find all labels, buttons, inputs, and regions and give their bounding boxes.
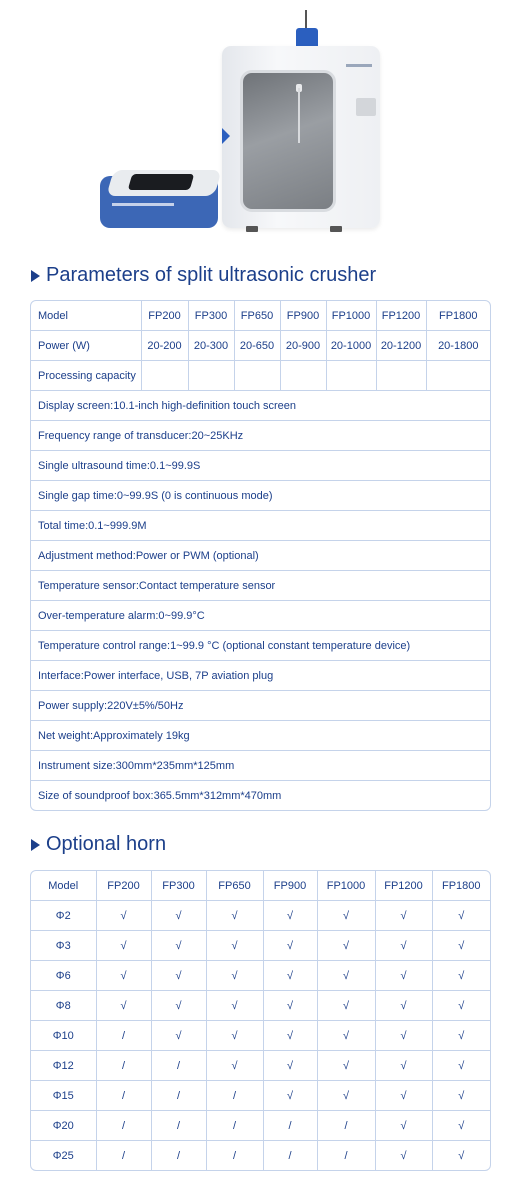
header-cell: FP300	[151, 871, 206, 901]
availability-cell: √	[375, 1111, 432, 1141]
spec-text: Interface:Power interface, USB, 7P aviation plug	[31, 661, 490, 691]
availability-cell: √	[206, 931, 263, 961]
availability-cell: /	[96, 1141, 151, 1171]
probe-cable	[305, 10, 307, 30]
section-title: Parameters of split ultrasonic crusher	[46, 264, 377, 286]
spec-text: Net weight:Approximately 19kg	[31, 721, 490, 751]
availability-cell: √	[96, 991, 151, 1021]
table-cell: 20-300	[188, 331, 234, 361]
table-row	[31, 1081, 490, 1111]
table-row-spec	[31, 541, 490, 571]
header-cell: FP200	[96, 871, 151, 901]
table-row	[31, 1021, 490, 1051]
availability-cell: √	[375, 1141, 432, 1171]
availability-cell: /	[151, 1141, 206, 1171]
spec-text: Size of soundproof box:365.5mm*312mm*470mm	[31, 781, 490, 811]
table-cell	[234, 361, 280, 391]
section-heading-optional-horn	[31, 833, 166, 856]
spec-text: Adjustment method:Power or PWM (optional)	[31, 541, 490, 571]
availability-cell: √	[432, 1111, 490, 1141]
spec-text: Temperature sensor:Contact temperature sensor	[31, 571, 490, 601]
spec-text: Temperature control range:1~99.9 °C (optional constant temperature device)	[31, 631, 490, 661]
table-row-spec	[31, 391, 490, 421]
table-cell: 20-1800	[426, 331, 490, 361]
availability-cell: /	[96, 1051, 151, 1081]
spec-text: Over-temperature alarm:0~99.9°C	[31, 601, 490, 631]
table-cell: 20-1200	[376, 331, 426, 361]
availability-cell: √	[432, 1051, 490, 1081]
horn-size-cell: Φ6	[31, 961, 96, 991]
table-cell: 20-200	[141, 331, 188, 361]
table-row-capacity	[31, 361, 490, 391]
availability-cell: √	[151, 961, 206, 991]
table-row-spec	[31, 781, 490, 811]
table-cell: FP900	[280, 301, 326, 331]
availability-cell: √	[375, 931, 432, 961]
availability-cell: /	[96, 1111, 151, 1141]
horn-size-cell: Φ3	[31, 931, 96, 961]
spec-text: Single gap time:0~99.9S (0 is continuous mode)	[31, 481, 490, 511]
section-title: Optional horn	[46, 833, 167, 855]
availability-cell: √	[96, 901, 151, 931]
table-cell	[141, 361, 188, 391]
availability-cell: √	[432, 991, 490, 1021]
availability-cell: √	[317, 931, 375, 961]
availability-cell: √	[206, 901, 263, 931]
availability-cell: √	[263, 1081, 317, 1111]
table-cell	[188, 361, 234, 391]
table-row	[31, 931, 490, 961]
spec-text: Single ultrasound time:0.1~99.9S	[31, 451, 490, 481]
spec-text: Instrument size:300mm*235mm*125mm	[31, 751, 490, 781]
table-cell: FP300	[188, 301, 234, 331]
soundproof-box-window	[240, 70, 336, 212]
availability-cell: √	[206, 1051, 263, 1081]
table-row	[31, 1111, 490, 1141]
table-cell	[326, 361, 376, 391]
availability-cell: √	[263, 991, 317, 1021]
horn-size-cell: Φ8	[31, 991, 96, 1021]
table-header-row	[31, 871, 490, 901]
spec-text: Power supply:220V±5%/50Hz	[31, 691, 490, 721]
table-cell	[280, 361, 326, 391]
row-label: Processing capacity	[31, 361, 141, 391]
availability-cell: /	[96, 1021, 151, 1051]
availability-cell: /	[263, 1141, 317, 1171]
availability-cell: √	[151, 991, 206, 1021]
box-arrow-mark	[222, 128, 230, 144]
availability-cell: √	[263, 931, 317, 961]
availability-cell: /	[96, 1081, 151, 1111]
table-row-model	[31, 301, 490, 331]
availability-cell: /	[206, 1111, 263, 1141]
availability-cell: √	[432, 931, 490, 961]
availability-cell: √	[263, 1051, 317, 1081]
availability-cell: √	[432, 1081, 490, 1111]
probe-horn	[298, 88, 300, 143]
availability-cell: √	[375, 901, 432, 931]
table-row	[31, 991, 490, 1021]
availability-cell: √	[375, 1081, 432, 1111]
table-row-spec	[31, 511, 490, 541]
table-row-spec	[31, 601, 490, 631]
horn-size-cell: Φ20	[31, 1111, 96, 1141]
section-heading-parameters	[31, 264, 376, 287]
availability-cell: √	[432, 901, 490, 931]
header-cell: FP1000	[317, 871, 375, 901]
box-foot	[330, 226, 342, 232]
table-row	[31, 1051, 490, 1081]
availability-cell: /	[317, 1111, 375, 1141]
header-cell: FP900	[263, 871, 317, 901]
availability-cell: /	[206, 1081, 263, 1111]
box-logo	[346, 64, 372, 67]
availability-cell: √	[432, 1141, 490, 1171]
availability-cell: √	[206, 1021, 263, 1051]
table-cell: FP1200	[376, 301, 426, 331]
table-cell: FP650	[234, 301, 280, 331]
triangle-bullet-icon	[31, 270, 40, 282]
availability-cell: √	[432, 1021, 490, 1051]
table-row	[31, 961, 490, 991]
table-row-spec	[31, 571, 490, 601]
table-row	[31, 1141, 490, 1171]
table-cell: FP1000	[326, 301, 376, 331]
availability-cell: √	[317, 1021, 375, 1051]
table-row-spec	[31, 691, 490, 721]
header-cell: Model	[31, 871, 96, 901]
availability-cell: √	[151, 1021, 206, 1051]
table-cell: 20-900	[280, 331, 326, 361]
table-cell	[426, 361, 490, 391]
availability-cell: /	[317, 1141, 375, 1171]
row-label: Power (W)	[31, 331, 141, 361]
availability-cell: √	[375, 1021, 432, 1051]
table-row-spec	[31, 451, 490, 481]
availability-cell: √	[206, 991, 263, 1021]
table-cell: 20-1000	[326, 331, 376, 361]
spec-text: Total time:0.1~999.9M	[31, 511, 490, 541]
availability-cell: √	[263, 961, 317, 991]
soundproof-box	[222, 46, 380, 228]
table-row-spec	[31, 751, 490, 781]
availability-cell: √	[375, 961, 432, 991]
availability-cell: √	[151, 931, 206, 961]
table-row-spec	[31, 661, 490, 691]
horn-size-cell: Φ10	[31, 1021, 96, 1051]
optional-horn-table	[30, 870, 491, 1171]
spec-text: Display screen:10.1-inch high-definition touch screen	[31, 391, 490, 421]
availability-cell: √	[317, 1081, 375, 1111]
row-label: Model	[31, 301, 141, 331]
availability-cell: /	[151, 1111, 206, 1141]
availability-cell: √	[317, 1051, 375, 1081]
table-cell: FP1800	[426, 301, 490, 331]
availability-cell: √	[151, 901, 206, 931]
triangle-bullet-icon	[31, 839, 40, 851]
parameters-table	[30, 300, 491, 811]
header-cell: FP1800	[432, 871, 490, 901]
horn-size-cell: Φ2	[31, 901, 96, 931]
availability-cell: √	[206, 961, 263, 991]
table-cell	[376, 361, 426, 391]
availability-cell: /	[206, 1141, 263, 1171]
availability-cell: /	[263, 1111, 317, 1141]
generator-touch-screen	[128, 174, 195, 190]
table-row-spec	[31, 631, 490, 661]
availability-cell: √	[263, 1021, 317, 1051]
availability-cell: √	[317, 901, 375, 931]
horn-size-cell: Φ25	[31, 1141, 96, 1171]
header-cell: FP650	[206, 871, 263, 901]
table-row-spec	[31, 721, 490, 751]
table-row-power	[31, 331, 490, 361]
generator-label	[112, 203, 174, 206]
availability-cell: /	[151, 1051, 206, 1081]
spec-text: Frequency range of transducer:20~25KHz	[31, 421, 490, 451]
box-handle	[356, 98, 376, 116]
header-cell: FP1200	[375, 871, 432, 901]
table-row-spec	[31, 481, 490, 511]
availability-cell: √	[96, 961, 151, 991]
availability-cell: √	[317, 961, 375, 991]
table-row-spec	[31, 421, 490, 451]
availability-cell: √	[317, 991, 375, 1021]
product-image	[0, 0, 516, 250]
availability-cell: √	[432, 961, 490, 991]
horn-size-cell: Φ15	[31, 1081, 96, 1111]
table-row	[31, 901, 490, 931]
availability-cell: √	[263, 901, 317, 931]
table-cell: 20-650	[234, 331, 280, 361]
availability-cell: √	[375, 991, 432, 1021]
table-cell: FP200	[141, 301, 188, 331]
box-foot	[246, 226, 258, 232]
horn-size-cell: Φ12	[31, 1051, 96, 1081]
availability-cell: /	[151, 1081, 206, 1111]
availability-cell: √	[96, 931, 151, 961]
availability-cell: √	[375, 1051, 432, 1081]
